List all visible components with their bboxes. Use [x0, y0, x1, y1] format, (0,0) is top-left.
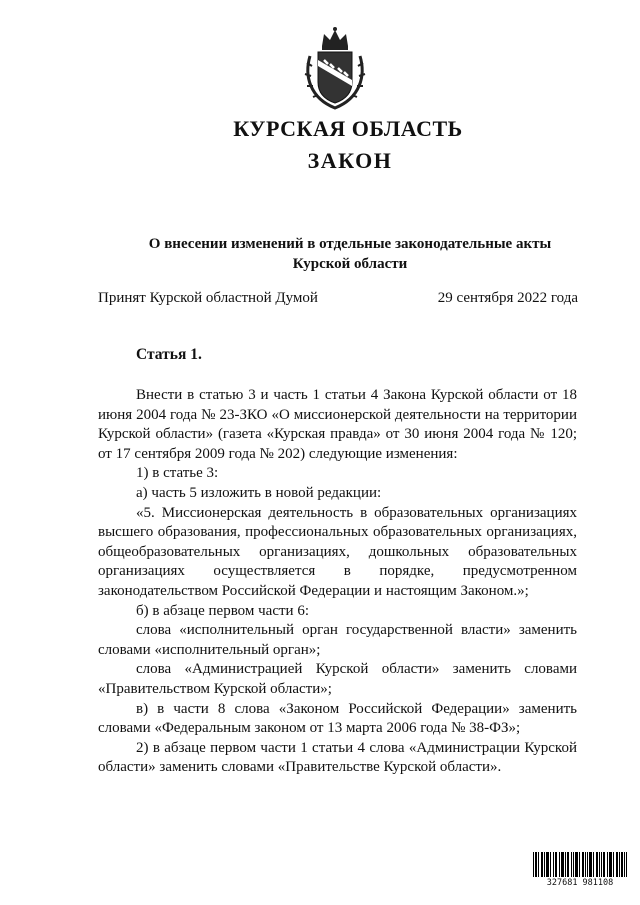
document-type-title: ЗАКОН: [307, 148, 393, 173]
paragraph-intro: Внести в статью 3 и часть 1 статьи 4 Закона Курской области от 18 июня 2004 года № 23-ЗКО «О миссионерской деятельности на территории Курской области» (газета «Курская правда» от 30 июня 2004 года № 120; от 17 сентября 2009 года № 202) следующие изменения:: [98, 387, 577, 462]
barcode-number: 327681 981108: [532, 877, 628, 889]
adoption-line: [98, 290, 578, 307]
region-title: КУРСКАЯ ОБЛАСТЬ: [233, 116, 463, 141]
coat-of-arms-emblem: [300, 26, 370, 110]
subtitle-line-1: О внесении изменений в отдельные законодательные акты: [148, 236, 552, 252]
article-body: [98, 386, 577, 778]
law-subtitle: [110, 234, 590, 274]
paragraph-item-2: 2) в абзаце первом части 1 статьи 4 слова «Администрации Курской области» заменить словами «Правительстве Курской области».: [98, 739, 577, 776]
subtitle-line-2: Курской области: [292, 256, 408, 272]
paragraph-item-1: 1) в статье 3:: [136, 465, 219, 482]
adopted-by-text: Принят Курской областной Думой: [98, 290, 318, 306]
paragraph-new-wording: «5. Миссионерская деятельность в образовательных организациях высшего образования, профессиональных образовательных организациях, общеобразовательных организациях, дошкольных образовательных организациях осуществляется в порядке, предусмотренном законодательством Российской Федерации и настоящим Законом.»;: [98, 504, 577, 599]
paragraph-replace-2: слова «Администрацией Курской области» заменить словами «Правительством Курской области»;: [98, 661, 577, 697]
paragraph-item-1b: б) в абзаце первом части 6:: [136, 602, 309, 619]
paragraph-replace-1: слова «исполнительный орган государственной власти» заменить словами «исполнительный орган»;: [98, 622, 577, 658]
article-heading: Статья 1.: [136, 346, 202, 363]
paragraph-item-1a: а) часть 5 изложить в новой редакции:: [136, 484, 382, 501]
adoption-date: 29 сентября 2022 года: [437, 290, 578, 306]
paragraph-item-1c: в) в части 8 слова «Законом Российской Федерации» заменить словами «Федеральным законом от 13 марта 2006 года № 38-ФЗ»;: [98, 700, 577, 737]
